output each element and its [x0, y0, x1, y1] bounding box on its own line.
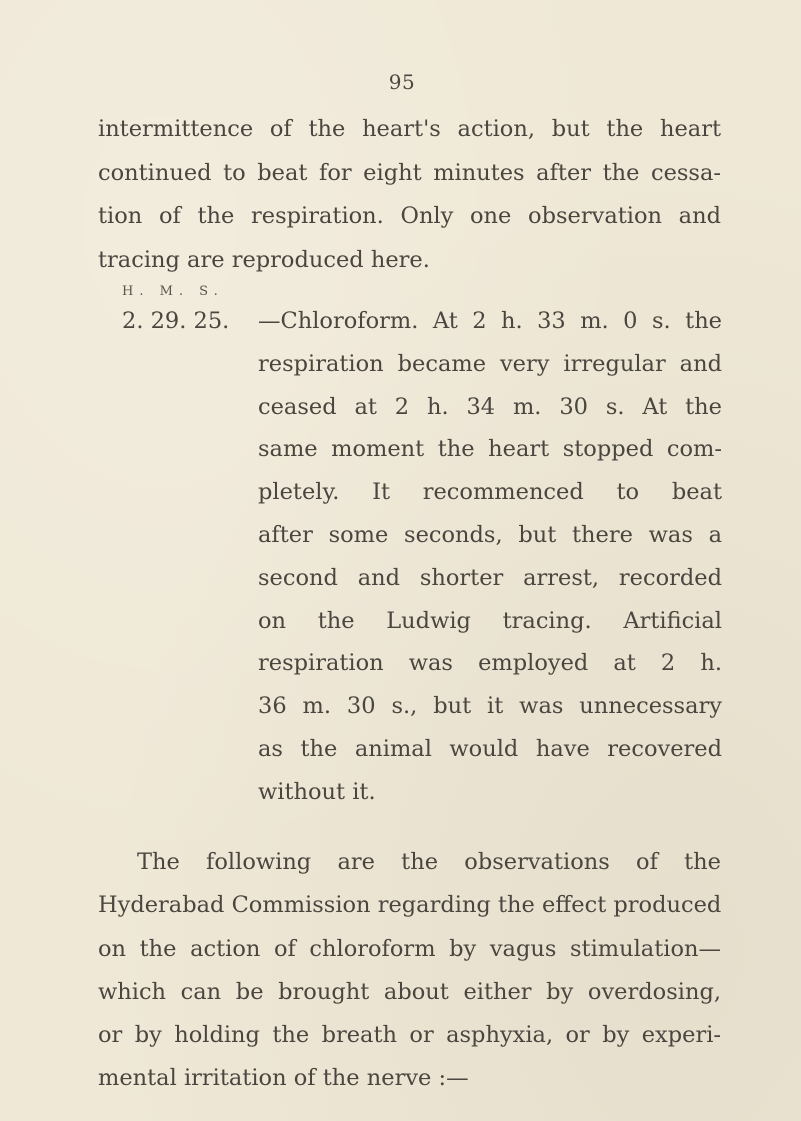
- page-number: 95: [388, 70, 416, 94]
- observation-time: 2. 29. 25.: [122, 308, 230, 334]
- text-line: after some seconds, but there was a: [258, 521, 722, 548]
- text-line: mental irritation of the nerve :—: [98, 1065, 469, 1092]
- text-line: second and shorter arrest, recorded: [258, 564, 722, 591]
- text-line: same moment the heart stopped com-: [258, 436, 722, 463]
- paragraph-top: [98, 108, 721, 282]
- text-line: intermittence of the heart's action, but the heart: [98, 116, 721, 142]
- text-line: continued to beat for eight minutes after the cessa-: [98, 159, 721, 186]
- text-line: tracing are reproduced here.: [98, 246, 430, 273]
- time-column-header: H. M. S.: [122, 284, 224, 299]
- text-line: tion of the respiration. Only one observation and: [98, 203, 721, 229]
- text-line: or by holding the breath or asphyxia, or by experi-: [98, 1022, 721, 1049]
- text-line: as the animal would have recovered: [258, 735, 722, 762]
- text-line: 36 m. 30 s., but it was unnecessary: [258, 693, 722, 720]
- text-line: ceased at 2 h. 34 m. 30 s. At the: [258, 393, 722, 420]
- observation-text: [258, 300, 722, 814]
- text-line: respiration was employed at 2 h.: [258, 650, 722, 677]
- text-line: The following are the observations of the: [137, 849, 721, 875]
- text-line: respiration became very irregular and: [258, 350, 722, 377]
- text-line: Hyderabad Commission regarding the effect produced: [98, 892, 722, 919]
- text-line: which can be brought about either by overdosing,: [98, 978, 721, 1005]
- text-line: pletely. It recommenced to beat: [258, 479, 722, 506]
- text-line: on the action of chloroform by vagus stimulation—: [98, 935, 721, 962]
- text-line: —Chloroform. At 2 h. 33 m. 0 s. the: [258, 308, 722, 334]
- text-line: without it.: [258, 778, 376, 805]
- paragraph-bottom: [98, 841, 721, 1101]
- text-line: on the Ludwig tracing. Artificial: [258, 607, 722, 634]
